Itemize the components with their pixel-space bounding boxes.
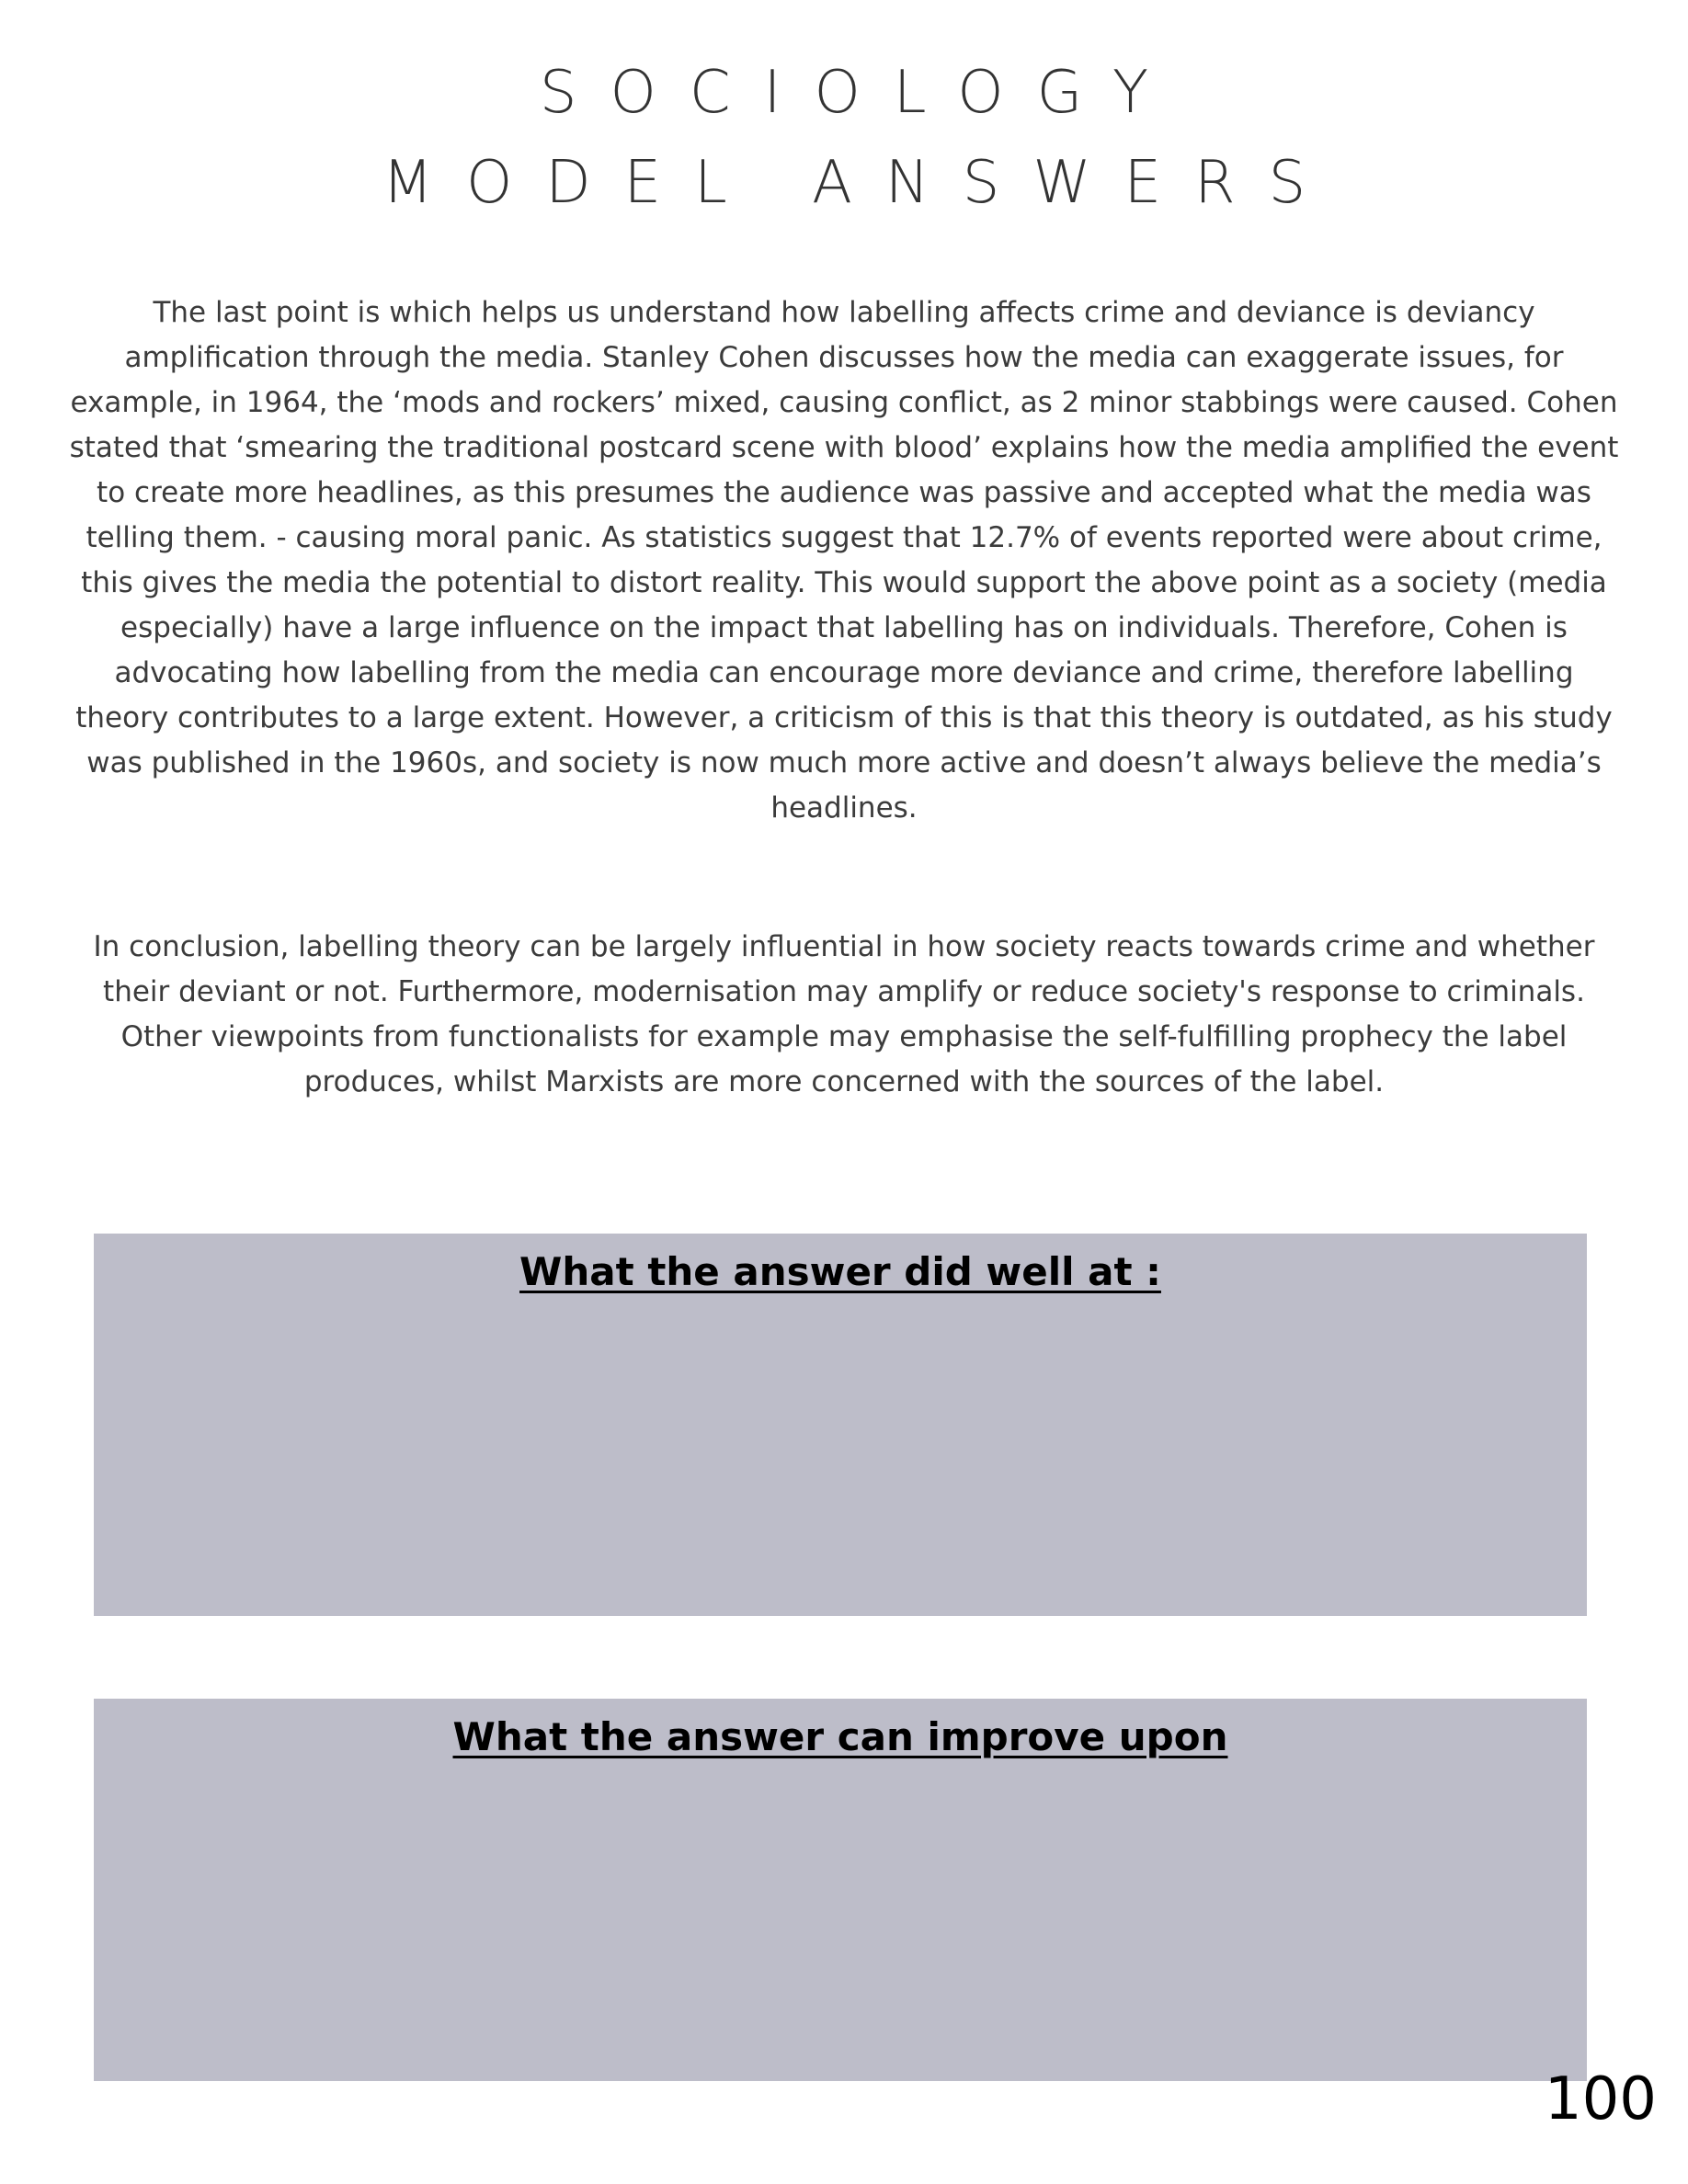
improve-box[interactable] bbox=[94, 1699, 1587, 2081]
answer-paragraph-2: In conclusion, labelling theory can be largely influential in how society reacts towards crime and whether their deviant or not. Furthermore, modernisation may amplify or reduce society's response to criminals. Other viewpoints from functionalists for example may emphasise the self-fulfilling prophecy the label produces, whilst Marxists are more concerned with the sources of the label. bbox=[93, 930, 1595, 1098]
page-title bbox=[0, 48, 1688, 228]
did-well-box[interactable] bbox=[94, 1234, 1587, 1616]
answer-paragraph-1: The last point is which helps us understand how labelling affects crime and deviance is deviancy amplification through the media. Stanley Cohen discusses how the media can exaggerate issues, for example, in 1964, the ‘mods and rockers’ mixed, causing conflict, as 2 minor stabbings were caused. Cohen stated that ‘smearing the traditional postcard scene with blood’ explains how the media amplified the event to create more headlines, as this presumes the audience was passive and accepted what the media was telling them. - causing moral panic. As statistics suggest that 12.7% of events reported were about crime, this gives the media the potential to distort reality. This would support the above point as a society (media especially) have a large influence on the impact that labelling has on individuals. Therefore, Cohen is advocating how labelling from the media can encourage more deviance and crime, therefore labelling theory contributes to a large extent. However, a criticism of this is that this theory is outdated, as his study was published in the 1960s, and society is now much more active and doesn’t always believe the media’s headlines. bbox=[69, 296, 1619, 825]
title-line-sociology: SOCIOLOGY bbox=[539, 59, 1182, 127]
improve-heading: What the answer can improve upon bbox=[452, 1714, 1228, 1759]
did-well-heading: What the answer did well at : bbox=[519, 1249, 1161, 1294]
page-number: 100 bbox=[1544, 2065, 1657, 2133]
title-line-model-answers: MODEL ANSWERS bbox=[382, 149, 1340, 217]
